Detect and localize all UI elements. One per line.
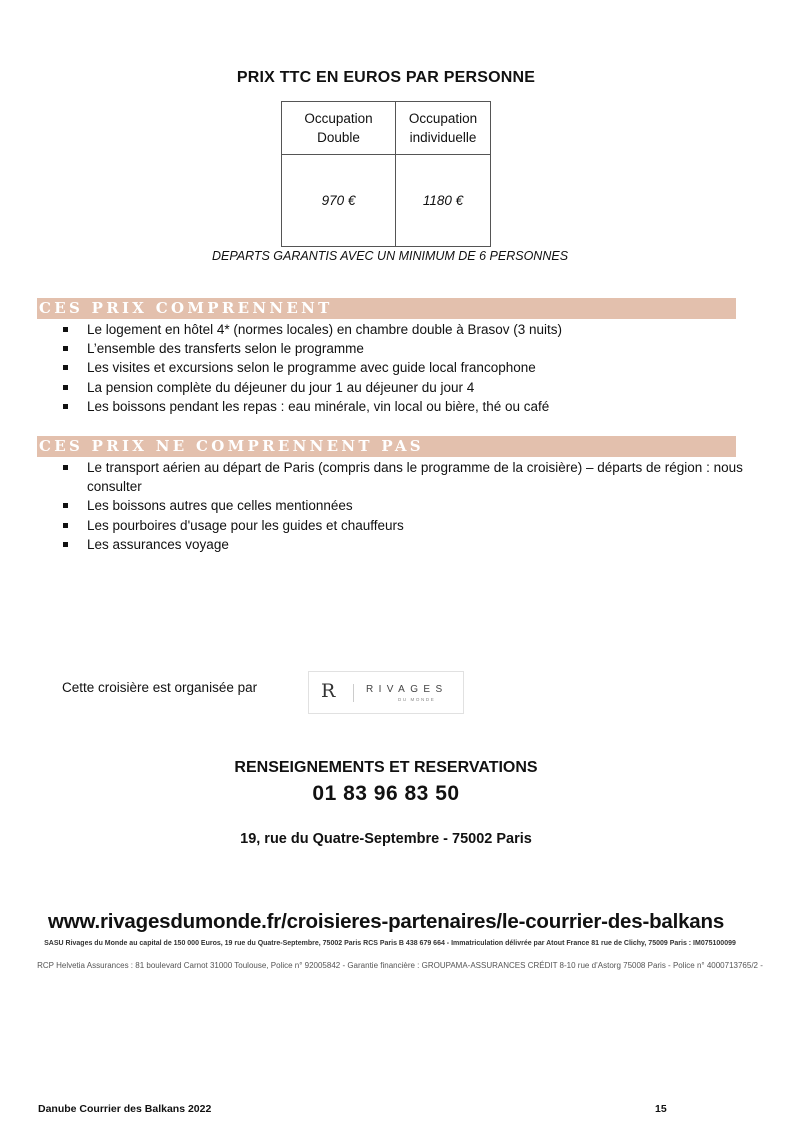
logo-divider bbox=[353, 684, 354, 702]
list-item-text: Les boissons pendant les repas : eau minérale, vin local ou bière, thé ou café bbox=[87, 398, 550, 414]
list-item bbox=[60, 320, 750, 339]
footer-title: Danube Courrier des Balkans 2022 bbox=[38, 1103, 212, 1115]
bullet-icon bbox=[63, 327, 68, 332]
included-list bbox=[60, 320, 750, 416]
list-item bbox=[60, 458, 750, 496]
included-heading: CES PRIX COMPRENNENT bbox=[37, 298, 736, 319]
excluded-list bbox=[60, 458, 750, 554]
list-item-text: La pension complète du déjeuner du jour 1 au déjeuner du jour 4 bbox=[87, 379, 475, 395]
bullet-icon bbox=[63, 385, 68, 390]
address: 19, rue du Quatre-Septembre - 75002 Paris bbox=[240, 831, 532, 847]
header-individual-line1: Occupation bbox=[408, 111, 478, 126]
bullet-icon bbox=[63, 346, 68, 351]
logo-subtitle: DU MONDE bbox=[398, 697, 436, 702]
header-individual bbox=[396, 102, 491, 155]
list-item bbox=[60, 339, 750, 358]
organizer-text: Cette croisière est organisée par bbox=[62, 680, 258, 695]
list-item-text: Le transport aérien au départ de Paris (compris dans le programme de la croisière) – départs de région : nous consulter bbox=[87, 460, 743, 495]
header-individual-line2: individuelle bbox=[409, 130, 477, 145]
legal-line-1: SASU Rivages du Monde au capital de 150 000 Euros, 19 rue du Quatre-Septembre, 75002 Paris RCS Paris B 438 679 664 - Immatriculation délivrée par Atout France 81 rue de Clichy, 75009 Paris : IM075100099 bbox=[44, 940, 736, 947]
price-individual: 1180 € bbox=[396, 155, 491, 247]
price-title: PRIX TTC EN EUROS PAR PERSONNE bbox=[236, 69, 536, 86]
header-double-line2: Double bbox=[317, 130, 360, 145]
page-number: 15 bbox=[655, 1103, 667, 1115]
price-double: 970 € bbox=[282, 155, 396, 247]
header-double-line1: Occupation bbox=[304, 111, 373, 126]
list-item bbox=[60, 516, 750, 535]
rivages-logo bbox=[308, 671, 464, 714]
departures-note: DEPARTS GARANTIS AVEC UN MINIMUM DE 6 PERSONNES bbox=[211, 249, 569, 263]
logo-name: RIVAGES bbox=[366, 684, 448, 695]
bullet-icon bbox=[63, 365, 68, 370]
bullet-icon bbox=[63, 404, 68, 409]
logo-mark-icon: R bbox=[321, 680, 336, 702]
bullet-icon bbox=[63, 465, 68, 470]
price-table bbox=[281, 101, 491, 247]
bullet-icon bbox=[63, 523, 68, 528]
legal-line-2: RCP Helvetia Assurances : 81 boulevard Carnot 31000 Toulouse, Police n° 92005842 - Garantie financière : GROUPAMA-ASSURANCES CRÉDIT 8-10 rue d’Astorg 75008 Paris - Police n° 4000713765/2 - bbox=[37, 961, 763, 970]
excluded-heading: CES PRIX NE COMPRENNENT PAS bbox=[37, 436, 736, 457]
list-item bbox=[60, 378, 750, 397]
bullet-icon bbox=[63, 542, 68, 547]
list-item-text: Les visites et excursions selon le programme avec guide local francophone bbox=[87, 360, 536, 376]
reservations-title: RENSEIGNEMENTS ET RESERVATIONS bbox=[234, 759, 538, 776]
phone-number: 01 83 96 83 50 bbox=[312, 782, 460, 805]
list-item bbox=[60, 358, 750, 377]
bullet-icon bbox=[63, 503, 68, 508]
header-double bbox=[282, 102, 396, 155]
list-item bbox=[60, 496, 750, 515]
list-item-text: Les assurances voyage bbox=[87, 536, 229, 552]
list-item-text: Les boissons autres que celles mentionnées bbox=[87, 498, 353, 514]
list-item-text: Les pourboires d'usage pour les guides et chauffeurs bbox=[87, 517, 404, 533]
list-item bbox=[60, 397, 750, 416]
list-item bbox=[60, 535, 750, 554]
list-item-text: L’ensemble des transferts selon le programme bbox=[87, 341, 364, 357]
website-link[interactable]: www.rivagesdumonde.fr/croisieres-partenaires/le-courrier-des-balkans bbox=[47, 910, 725, 933]
list-item-text: Le logement en hôtel 4* (normes locales) en chambre double à Brasov (3 nuits) bbox=[87, 322, 563, 337]
